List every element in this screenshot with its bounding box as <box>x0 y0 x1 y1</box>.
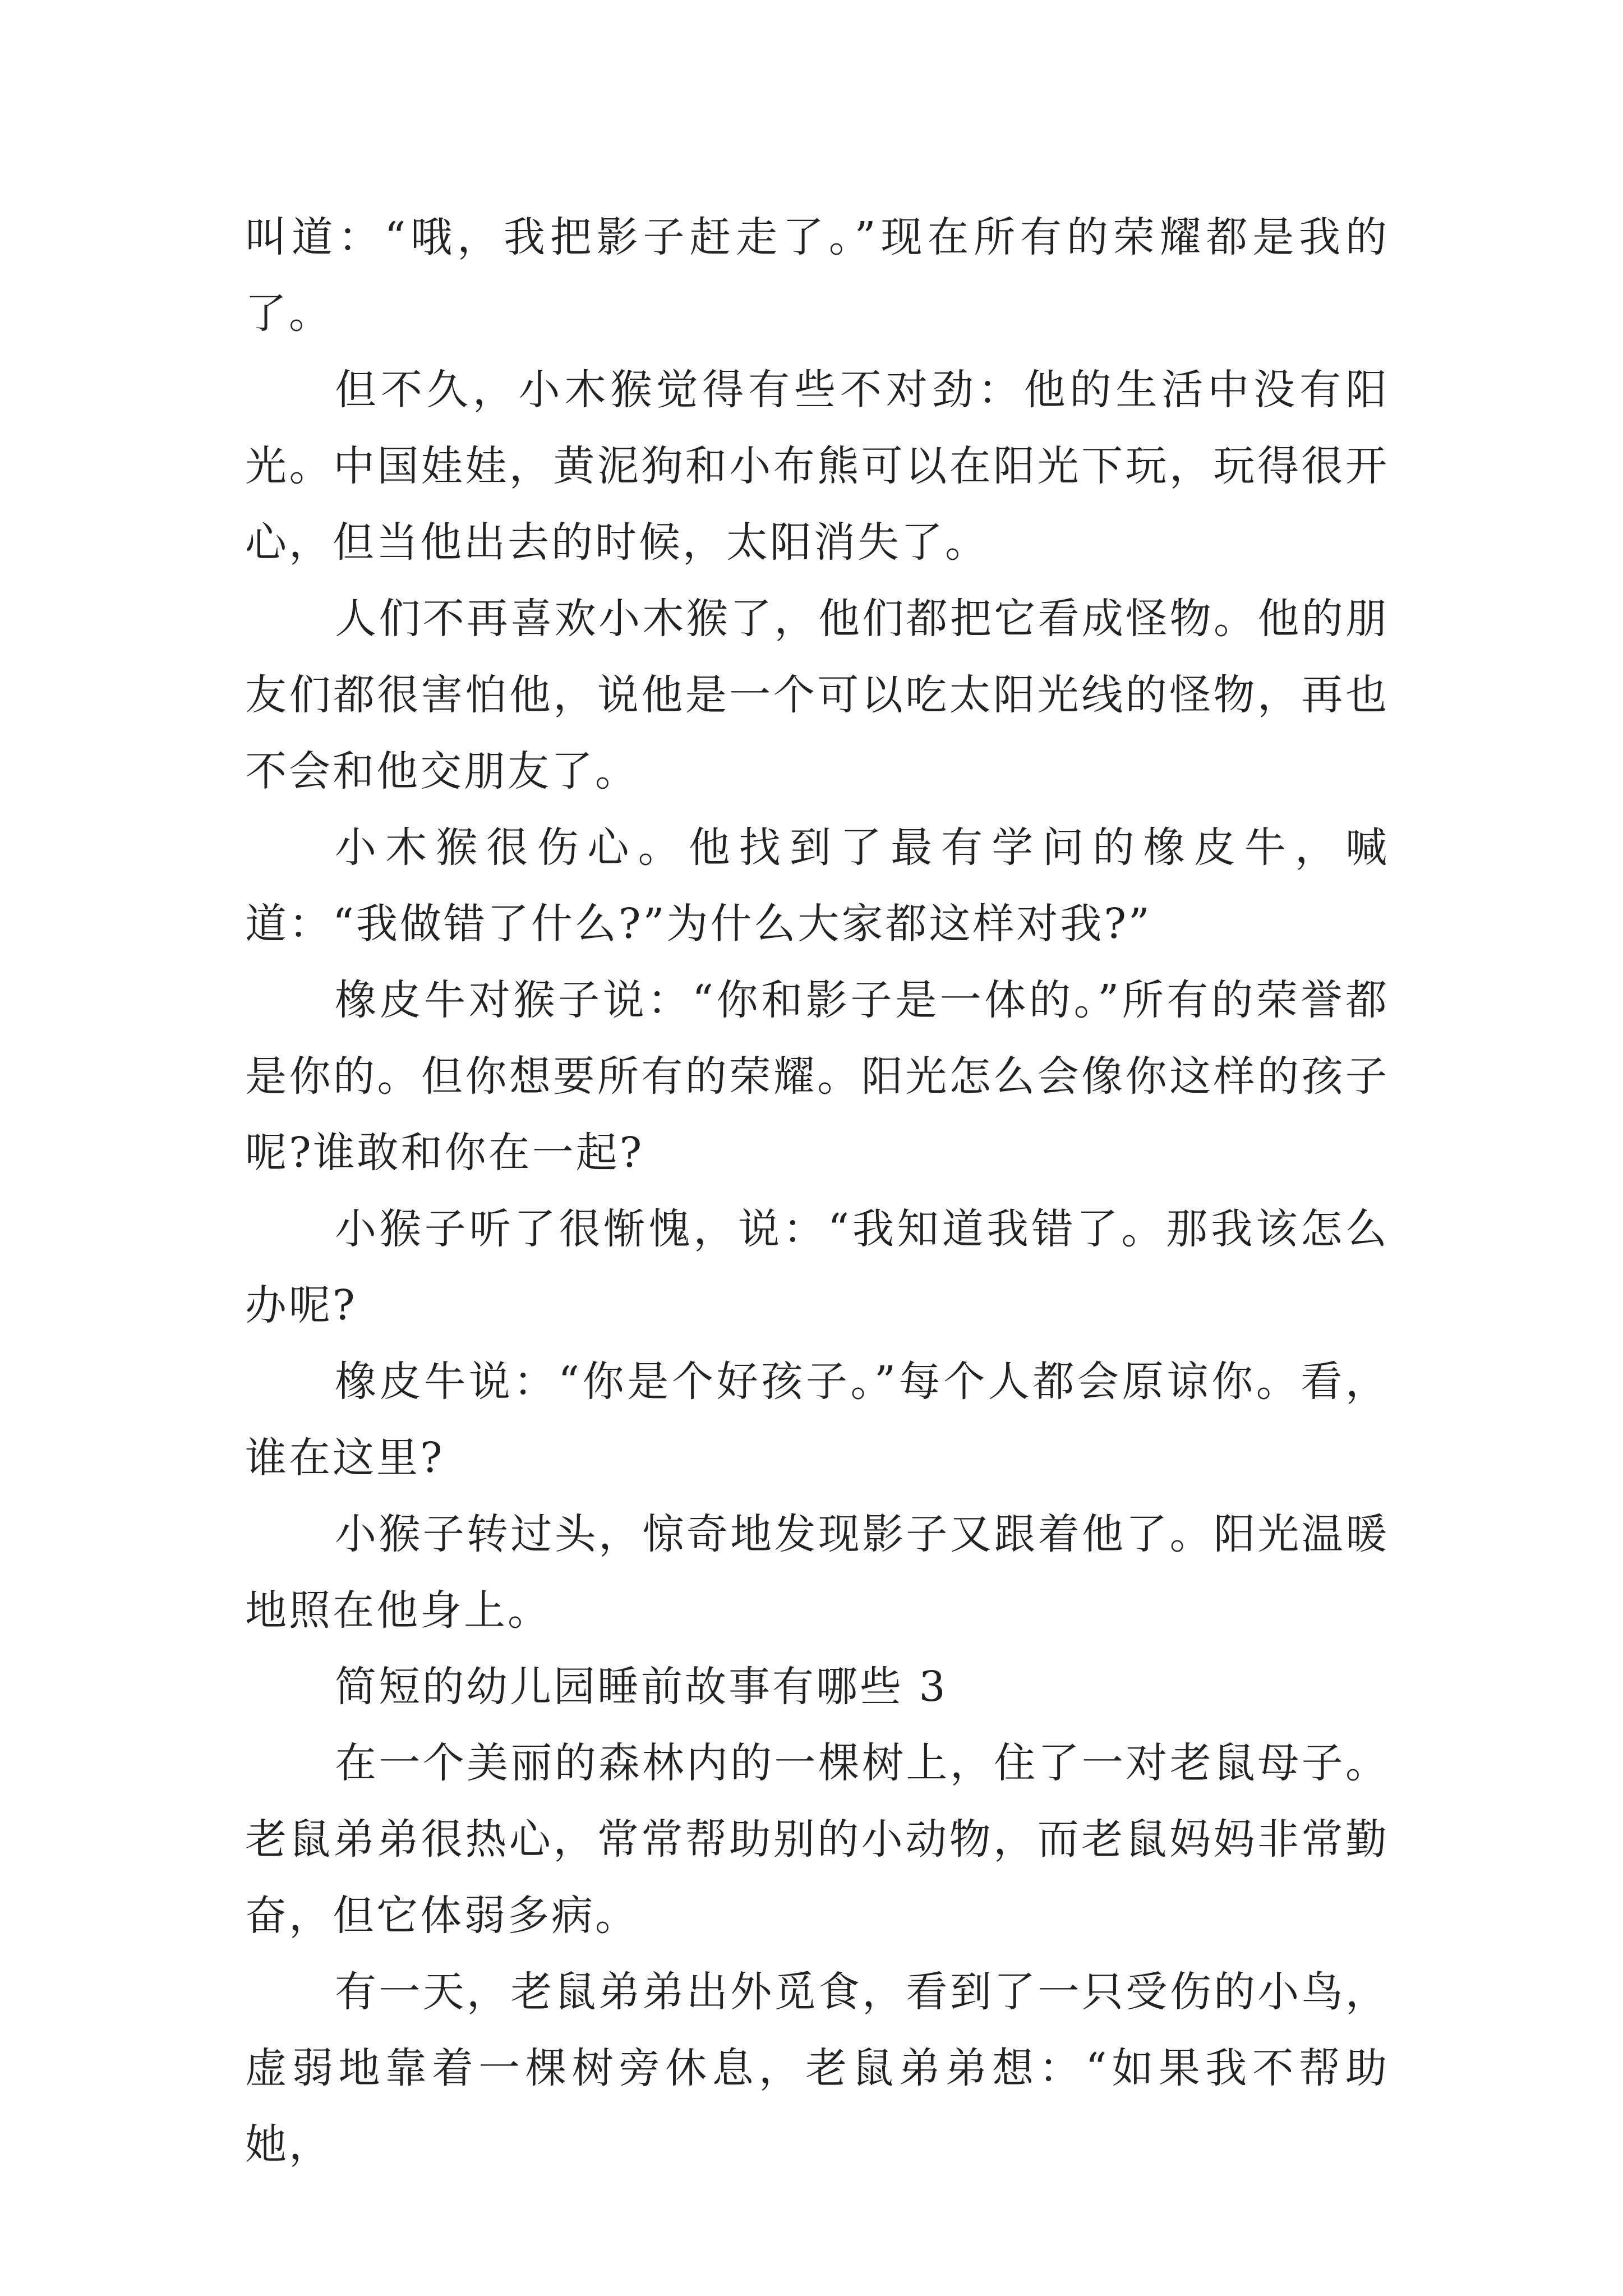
paragraph-2: 但不久，小木猴觉得有些不对劲：他的生活中没有阳光。中国娃娃，黄泥狗和小布熊可以在阳光下玩，玩得很开心，但当他出去的时候，太阳消失了。 <box>245 366 1389 567</box>
paragraph-4: 小木猴很伤心。他找到了最有学问的橡皮牛，喊道：“我做错了什么?”为什么大家都这样对我?” <box>245 823 1389 948</box>
paragraph-1: 叫道：“哦，我把影子赶走了。”现在所有的荣耀都是我的了。 <box>245 213 1389 338</box>
paragraph-7: 橡皮牛说：“你是个好孩子。”每个人都会原谅你。看，谁在这里? <box>245 1358 1389 1482</box>
section-heading: 简短的幼儿园睡前故事有哪些 3 <box>335 1663 948 1711</box>
paragraph-3: 人们不再喜欢小木猴了，他们都把它看成怪物。他的朋友们都很害怕他，说他是一个可以吃太阳光线的怪物，再也不会和他交朋友了。 <box>245 595 1389 795</box>
paragraph-9: 在一个美丽的森林内的一棵树上，住了一对老鼠母子。老鼠弟弟很热心，常常帮助别的小动物，而老鼠妈妈非常勤奋，但它体弱多病。 <box>245 1739 1389 1940</box>
paragraph-5: 橡皮牛对猴子说：“你和影子是一体的。”所有的荣誉都是你的。但你想要所有的荣耀。阳光怎么会像你这样的孩子呢?谁敢和你在一起? <box>245 976 1389 1177</box>
paragraph-10: 有一天，老鼠弟弟出外觅食，看到了一只受伤的小鸟，虚弱地靠着一棵树旁休息，老鼠弟弟想：“如果我不帮助她， <box>245 1968 1389 2169</box>
paragraph-8: 小猴子转过头，惊奇地发现影子又跟着他了。阳光温暖地照在他身上。 <box>245 1510 1389 1635</box>
paragraph-6: 小猴子听了很惭愧，说：“我知道我错了。那我该怎么办呢? <box>245 1205 1389 1329</box>
document-body <box>245 199 1389 2183</box>
